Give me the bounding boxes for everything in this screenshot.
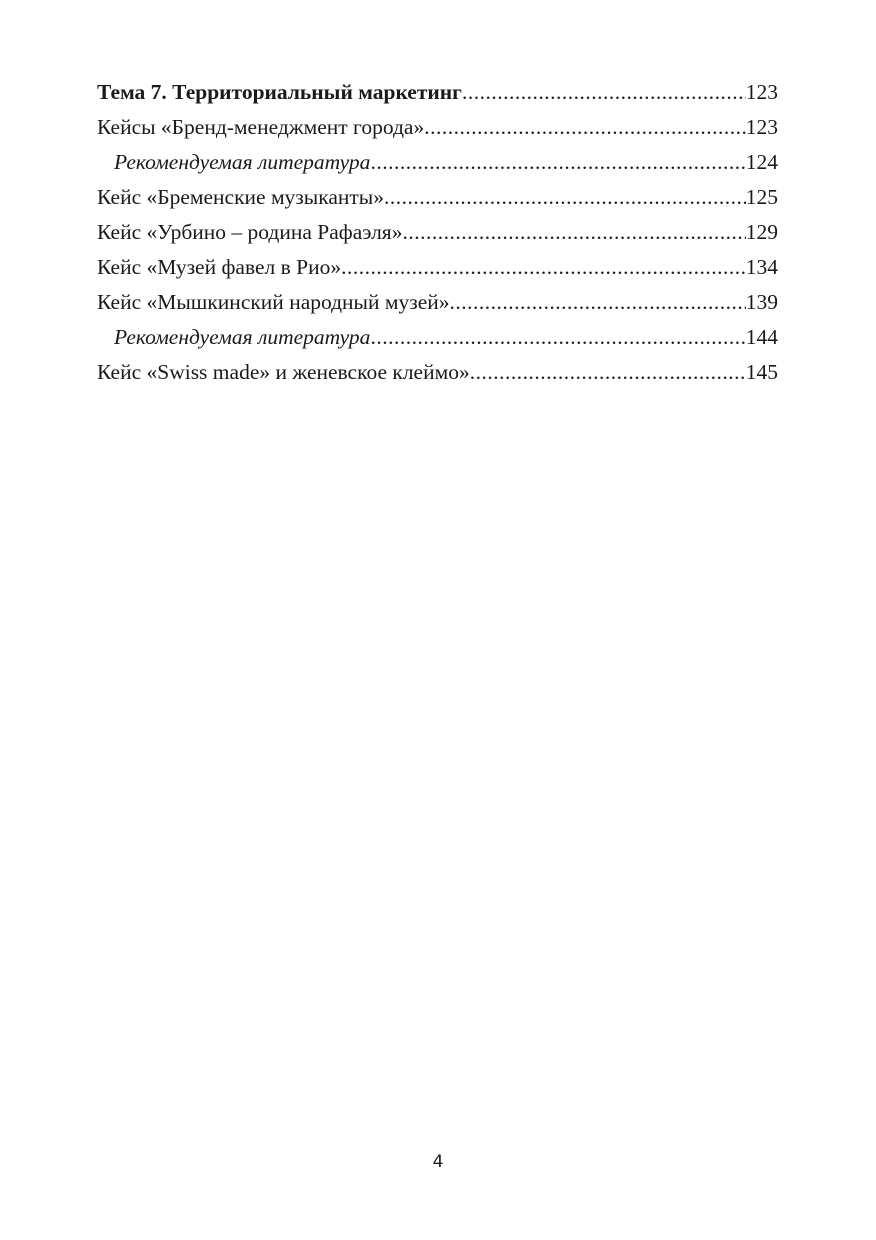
toc-entry-swiss-made[interactable] bbox=[97, 360, 778, 395]
toc-entry-recommended-literature-2[interactable] bbox=[97, 325, 778, 360]
table-of-contents bbox=[97, 80, 778, 395]
toc-entry-title: Кейс «Урбино – родина Рафаэля» bbox=[97, 220, 403, 244]
toc-entry-title: Рекомендуемая литература bbox=[114, 150, 371, 174]
toc-entry-recommended-literature-1[interactable] bbox=[97, 150, 778, 185]
toc-entry-page: 139 bbox=[745, 290, 778, 314]
dot-leader bbox=[370, 150, 745, 175]
dot-leader bbox=[341, 255, 746, 280]
toc-entry-city-brand-management[interactable] bbox=[97, 115, 778, 150]
dot-leader bbox=[370, 325, 745, 350]
toc-entry-territorial-marketing[interactable] bbox=[97, 80, 778, 115]
toc-entry-title: Кейсы «Бренд-менеджмент города» bbox=[97, 115, 425, 139]
toc-entry-page: 145 bbox=[745, 360, 778, 384]
toc-entry-title: Кейс «Swiss made» и женевское клеймо» bbox=[97, 360, 470, 384]
toc-entry-title: Кейс «Музей фавел в Рио» bbox=[97, 255, 342, 279]
toc-entry-favela-museum[interactable] bbox=[97, 255, 778, 290]
toc-entry-myshkin-museum[interactable] bbox=[97, 290, 778, 325]
dot-leader bbox=[450, 290, 746, 315]
dot-leader bbox=[402, 220, 745, 245]
toc-entry-page: 123 bbox=[745, 115, 778, 139]
toc-entry-title: Кейс «Мышкинский народный музей» bbox=[97, 290, 450, 314]
toc-entry-page: 125 bbox=[745, 185, 778, 209]
dot-leader bbox=[424, 115, 746, 140]
toc-entry-urbino[interactable] bbox=[97, 220, 778, 255]
toc-entry-page: 129 bbox=[745, 220, 778, 244]
dot-leader bbox=[384, 185, 746, 210]
toc-entry-title: Тема 7. Территориальный маркетинг bbox=[97, 80, 462, 104]
dot-leader bbox=[470, 360, 746, 385]
toc-entry-page: 124 bbox=[745, 150, 778, 174]
dot-leader bbox=[462, 80, 746, 105]
toc-entry-page: 123 bbox=[745, 80, 778, 104]
toc-entry-title: Рекомендуемая литература bbox=[114, 325, 371, 349]
toc-entry-bremen-musicians[interactable] bbox=[97, 185, 778, 220]
toc-entry-title: Кейс «Бременские музыканты» bbox=[97, 185, 384, 209]
toc-entry-page: 144 bbox=[745, 325, 778, 349]
page-number: 4 bbox=[432, 1152, 444, 1172]
toc-entry-page: 134 bbox=[745, 255, 778, 279]
